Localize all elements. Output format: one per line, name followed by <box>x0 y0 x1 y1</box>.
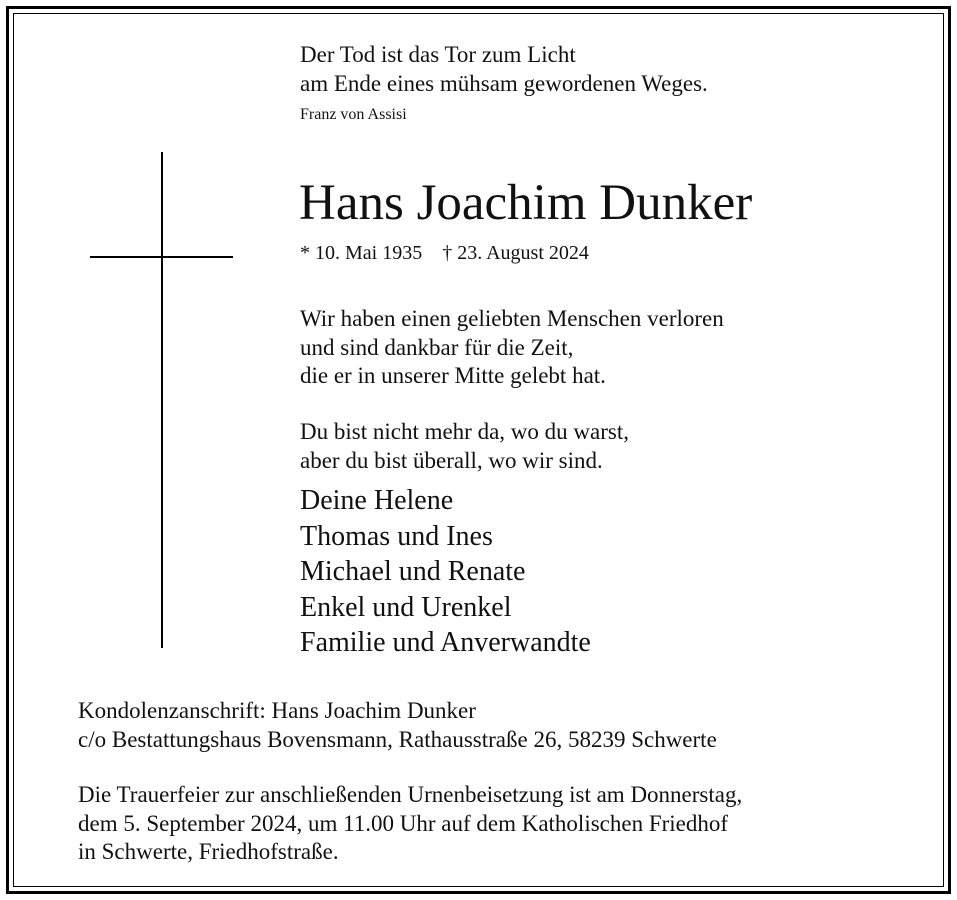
mourner-entry: Michael und Renate <box>300 556 526 587</box>
cross-vertical-bar <box>161 152 163 648</box>
cross-horizontal-bar <box>90 256 233 258</box>
text-line: aber du bist überall, wo wir sind. <box>300 447 603 473</box>
quote-author: Franz von Assisi <box>300 106 407 123</box>
quote-line: Der Tod ist das Tor zum Licht <box>300 42 576 67</box>
mourner-entry: Familie und Anverwandte <box>300 627 591 658</box>
opening-quote <box>300 40 920 98</box>
mourner-entry: Deine Helene <box>300 485 454 516</box>
text-line: und sind dankbar für die Zeit, <box>300 334 574 360</box>
text-line: die er in unserer Mitte gelebt hat. <box>300 363 606 388</box>
text-line: Du bist nicht mehr da, wo du warst, <box>300 419 629 444</box>
text-line: Wir haben einen geliebten Menschen verloren <box>300 306 724 331</box>
mourners-list <box>300 483 920 661</box>
death-date: † 23. August 2024 <box>442 242 589 264</box>
ceremony-line: dem 5. September 2024, um 11.00 Uhr auf dem Katholischen Friedhof <box>78 810 729 836</box>
ceremony-line: Die Trauerfeier zur anschließenden Urnenbeisetzung ist am Donnerstag, <box>78 782 743 807</box>
address-line: Kondolenzanschrift: Hans Joachim Dunker <box>78 698 476 723</box>
ceremony-notice <box>78 781 938 867</box>
deceased-name: Hans Joachim Dunker <box>299 175 753 231</box>
memorial-text-1 <box>300 305 920 391</box>
mourner-entry: Thomas und Ines <box>300 520 493 552</box>
address-line: c/o Bestattungshaus Bovensmann, Rathausstraße 26, 58239 Schwerte <box>78 726 717 752</box>
quote-line: am Ende eines mühsam gewordenen Weges. <box>300 71 708 96</box>
life-dates <box>300 240 589 266</box>
ceremony-line: in Schwerte, Friedhofstraße. <box>78 839 339 864</box>
condolence-address <box>78 697 938 754</box>
memorial-text-2 <box>300 418 920 475</box>
birth-date: * 10. Mai 1935 <box>300 242 423 264</box>
mourner-entry: Enkel und Urenkel <box>300 591 512 623</box>
